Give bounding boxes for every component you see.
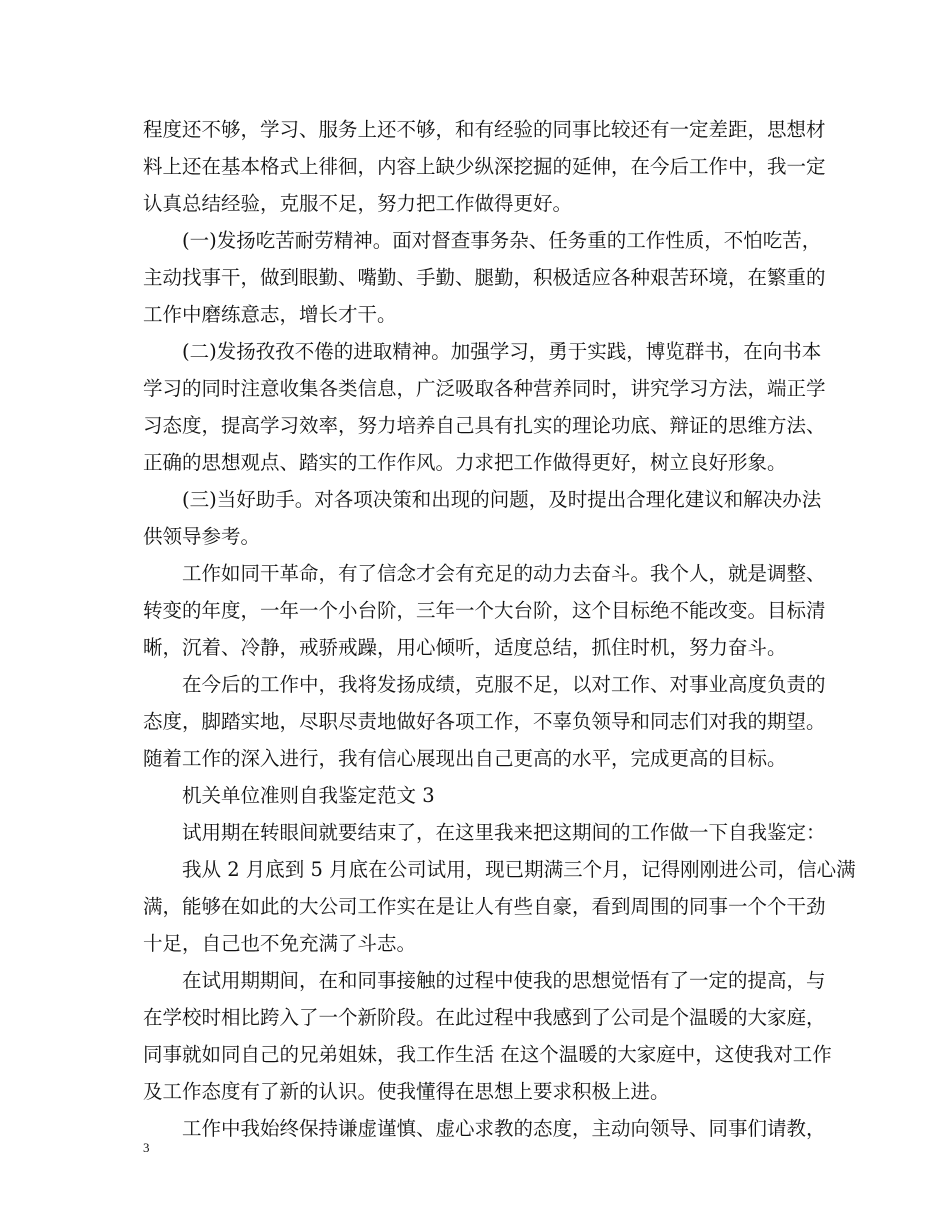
text-line: 工作中磨练意志，增长才干。 — [143, 303, 397, 326]
text-line: 及工作态度有了新的认识。使我懂得在思想上要求积极上进。 — [143, 1080, 670, 1103]
section-heading: 机关单位准则自我鉴定范文 3 — [182, 784, 435, 807]
page-number: 3 — [143, 1140, 150, 1155]
text-line: 主动找事干，做到眼勤、嘴勤、手勤、腿勤，积极适应各种艰苦环境，在繁重的 — [143, 266, 826, 289]
paragraph-first-line: 我从 2 月底到 5 月底在公司试用，现已期满三个月，记得刚刚进公司，信心满 — [182, 858, 856, 881]
text-line: 态度，脚踏实地，尽职尽责地做好各项工作，不辜负领导和同志们对我的期望。 — [143, 710, 826, 733]
paragraph-first-line: (二)发扬孜孜不倦的进取精神。加强学习，勇于实践，博览群书，在向书本 — [182, 340, 822, 363]
text-line: 十足，自己也不免充满了斗志。 — [143, 932, 417, 955]
text-line: 晰，沉着、冷静，戒骄戒躁，用心倾听，适度总结，抓住时机，努力奋斗。 — [143, 636, 787, 659]
text-line: 料上还在基本格式上徘徊，内容上缺少纵深挖掘的延伸，在今后工作中，我一定 — [143, 155, 826, 178]
text-line: 随着工作的深入进行，我有信心展现出自己更高的水平，完成更高的目标。 — [143, 747, 787, 770]
paragraph-first-line: 在试用期期间，在和同事接触的过程中使我的思想觉悟有了一定的提高，与 — [182, 969, 826, 992]
text-line: 转变的年度，一年一个小台阶，三年一个大台阶，这个目标绝不能改变。目标清 — [143, 599, 826, 622]
text-line: 习态度，提高学习效率，努力培养自己具有扎实的理论功底、辩证的思维方法、 — [143, 414, 826, 437]
text-line: 程度还不够，学习、服务上还不够，和有经验的同事比较还有一定差距，思想材 — [143, 118, 826, 141]
paragraph-first-line: 工作如同干革命，有了信念才会有充足的动力去奋斗。我个人，就是调整、 — [182, 562, 826, 585]
paragraph-first-line: (一)发扬吃苦耐劳精神。面对督查事务杂、任务重的工作性质，不怕吃苦， — [182, 229, 822, 252]
paragraph-first-line: 工作中我始终保持谦虚谨慎、虚心求教的态度，主动向领导、同事们请教， — [182, 1117, 826, 1140]
paragraph-first-line: (三)当好助手。对各项决策和出现的问题，及时提出合理化建议和解决办法 — [182, 488, 822, 511]
text-line: 在学校时相比跨入了一个新阶段。在此过程中我感到了公司是个温暖的大家庭， — [143, 1006, 826, 1029]
text-line: 供领导参考。 — [143, 525, 261, 548]
text-line: 认真总结经验，克服不足，努力把工作做得更好。 — [143, 192, 573, 215]
text-line: 满，能够在如此的大公司工作实在是让人有些自豪，看到周围的同事一个个干劲 — [143, 895, 826, 918]
paragraph-first-line: 在今后的工作中，我将发扬成绩，克服不足，以对工作、对事业高度负责的 — [182, 673, 826, 696]
text-line: 学习的同时注意收集各类信息，广泛吸取各种营养同时，讲究学习方法，端正学 — [143, 377, 826, 400]
paragraph-first-line: 试用期在转眼间就要结束了，在这里我来把这期间的工作做一下自我鉴定： — [182, 821, 826, 844]
text-line: 正确的思想观点、踏实的工作作风。力求把工作做得更好，树立良好形象。 — [143, 451, 787, 474]
text-line: 同事就如同自己的兄弟姐妹，我工作生活 在这个温暖的大家庭中，这使我对工作 — [143, 1043, 832, 1066]
